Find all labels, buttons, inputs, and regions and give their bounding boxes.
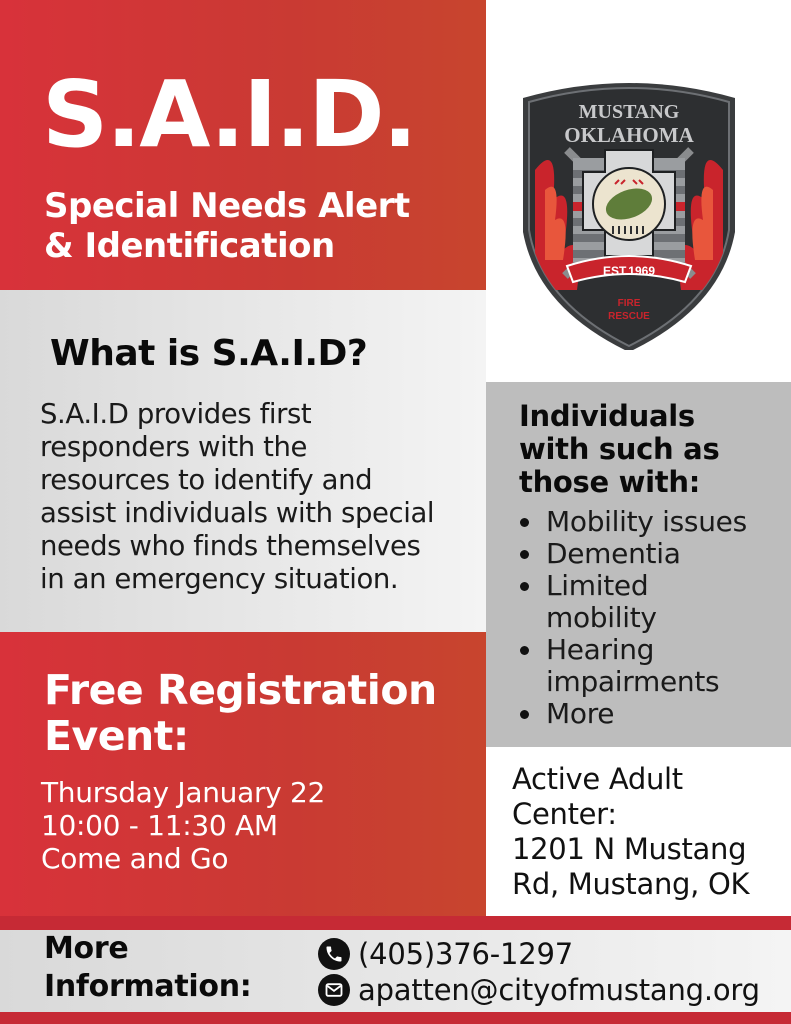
phone-icon: [318, 938, 350, 970]
list-item-line: Mobility issues: [546, 505, 747, 538]
list-item-line: Hearing: [546, 633, 655, 666]
page-title: S.A.I.D.: [42, 61, 416, 168]
footer-band-top: [0, 916, 791, 930]
heading-line: Event:: [44, 712, 189, 760]
body-line: S.A.I.D provides first: [40, 398, 312, 430]
location-line: Active Adult: [512, 762, 683, 796]
what-is-heading: What is S.A.I.D?: [50, 333, 368, 374]
page-subtitle: [44, 186, 474, 266]
location-line: Rd, Mustang, OK: [512, 867, 750, 901]
logo-bottom-text: RESCUE: [608, 311, 650, 322]
label-line: Information:: [44, 969, 252, 1004]
heading-line: with such as: [519, 432, 720, 466]
label-line: More: [44, 931, 129, 966]
list-item-line: Limited: [546, 569, 649, 602]
event-location: [512, 762, 782, 902]
body-line: resources to identify and: [40, 464, 373, 496]
list-item: [516, 698, 786, 730]
what-is-body: [40, 398, 486, 596]
list-item-line: mobility: [546, 601, 657, 634]
list-item-line: More: [546, 697, 615, 730]
location-line: Center:: [512, 797, 617, 831]
logo-top-text: MUSTANG: [578, 101, 680, 123]
list-item: [516, 538, 786, 570]
phone-number[interactable]: (405)376-1297: [358, 937, 573, 971]
heading-line: Free Registration: [44, 666, 437, 714]
list-item: [516, 506, 786, 538]
subtitle-line: Special Needs Alert: [44, 186, 410, 226]
logo-bottom-text: FIRE: [617, 298, 641, 309]
individuals-list: [516, 506, 786, 730]
list-item: [516, 570, 786, 634]
body-line: assist individuals with special: [40, 497, 435, 529]
event-heading: [44, 667, 484, 759]
body-line: needs who finds themselves: [40, 530, 421, 562]
heading-line: Individuals: [519, 399, 695, 433]
logo-est-text: EST.1969: [602, 264, 656, 278]
body-line: responders with the: [40, 431, 308, 463]
event-details: [41, 776, 325, 875]
email-address[interactable]: apatten@cityofmustang.org: [358, 973, 760, 1007]
list-item-line: impairments: [546, 665, 720, 698]
logo-second-text: OKLAHOMA: [564, 123, 694, 147]
event-time: 10:00 - 11:30 AM: [41, 809, 278, 842]
envelope-icon: [318, 974, 350, 1006]
body-line: in an emergency situation.: [40, 563, 399, 595]
event-date: Thursday January 22: [41, 776, 326, 809]
footer-band-bottom: [0, 1012, 791, 1024]
more-information-label: [44, 930, 251, 1006]
phone-contact[interactable]: [318, 936, 573, 972]
location-line: 1201 N Mustang: [512, 832, 747, 866]
subtitle-line: & Identification: [44, 226, 335, 266]
email-contact[interactable]: [318, 972, 760, 1008]
individuals-heading: [519, 400, 769, 499]
fire-rescue-badge-logo: [515, 80, 743, 350]
heading-line: those with:: [519, 465, 700, 499]
list-item: [516, 634, 786, 698]
shield-icon: [515, 80, 743, 350]
event-note: Come and Go: [41, 842, 229, 875]
list-item-line: Dementia: [546, 537, 681, 570]
